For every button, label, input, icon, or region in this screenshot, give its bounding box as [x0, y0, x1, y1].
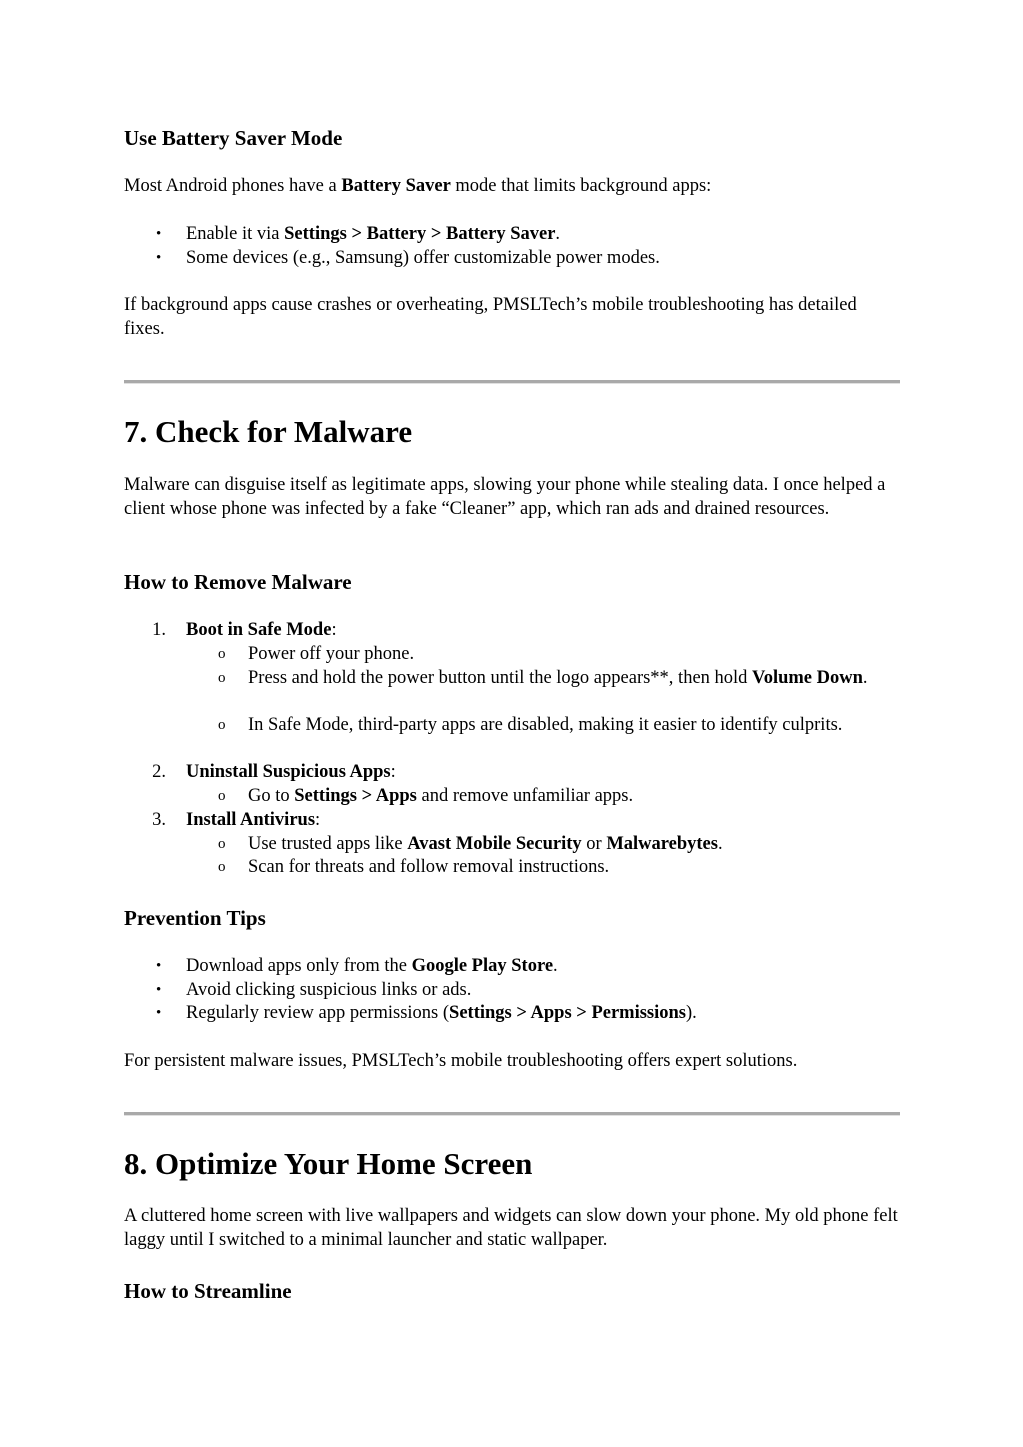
circle-bullet-icon: o: [218, 717, 226, 733]
bullet-icon: •: [156, 250, 162, 266]
step-number: 2.: [152, 762, 166, 782]
sub-list-item: Press and hold the power button until the logo appears**, then hold Volume Down.: [248, 668, 868, 688]
sub-list-item: Power off your phone.: [248, 644, 415, 664]
circle-bullet-icon: o: [218, 836, 226, 852]
step-number: 3.: [152, 810, 166, 830]
bullet-icon: •: [156, 958, 162, 974]
battery-saver-heading: Use Battery Saver Mode: [124, 126, 343, 150]
step-item: Uninstall Suspicious Apps:: [186, 762, 396, 782]
step-number: 1.: [152, 620, 166, 640]
home-screen-intro: A cluttered home screen with live wallpapers and widgets can slow down your phone. My old phone felt laggy until I switched to a minimal launcher and static wallpaper.: [124, 1206, 898, 1250]
circle-bullet-icon: o: [218, 788, 226, 804]
section-divider: [124, 1112, 900, 1116]
battery-saver-intro: Most Android phones have a Battery Saver mode that limits background apps:: [124, 176, 712, 196]
list-item: Regularly review app permissions (Settings > Apps > Permissions).: [186, 1003, 697, 1023]
list-item: Some devices (e.g., Samsung) offer customizable power modes.: [186, 248, 660, 268]
prevention-heading: Prevention Tips: [124, 906, 266, 930]
remove-malware-heading: How to Remove Malware: [124, 570, 352, 594]
sub-list-item: Use trusted apps like Avast Mobile Security or Malwarebytes.: [248, 834, 723, 854]
circle-bullet-icon: o: [218, 646, 226, 662]
streamline-heading: How to Streamline: [124, 1279, 292, 1303]
bullet-icon: •: [156, 982, 162, 998]
circle-bullet-icon: o: [218, 670, 226, 686]
list-item: Enable it via Settings > Battery > Battery Saver.: [186, 224, 561, 244]
step-item: Boot in Safe Mode:: [186, 620, 337, 640]
malware-section-title: 7. Check for Malware: [124, 414, 413, 449]
sub-list-item: Go to Settings > Apps and remove unfamiliar apps.: [248, 786, 634, 806]
circle-bullet-icon: o: [218, 859, 226, 875]
malware-intro: Malware can disguise itself as legitimate apps, slowing your phone while stealing data. I once helped a client whose phone was infected by a fake “Cleaner” app, which ran ads and drained resources.: [124, 475, 886, 519]
list-item: Avoid clicking suspicious links or ads.: [186, 980, 472, 1000]
sub-list-item: In Safe Mode, third-party apps are disabled, making it easier to identify culprits.: [248, 715, 843, 735]
bullet-icon: •: [156, 1005, 162, 1021]
battery-saver-outro: If background apps cause crashes or overheating, PMSLTech’s mobile troubleshooting has detailed fixes.: [124, 295, 857, 339]
malware-outro: For persistent malware issues, PMSLTech’s mobile troubleshooting offers expert solutions.: [124, 1051, 798, 1071]
sub-list-item: Scan for threats and follow removal instructions.: [248, 857, 610, 877]
home-screen-section-title: 8. Optimize Your Home Screen: [124, 1146, 533, 1181]
list-item: Download apps only from the Google Play Store.: [186, 956, 558, 976]
bullet-icon: •: [156, 226, 162, 242]
section-divider: [124, 380, 900, 384]
step-item: Install Antivirus:: [186, 810, 321, 830]
